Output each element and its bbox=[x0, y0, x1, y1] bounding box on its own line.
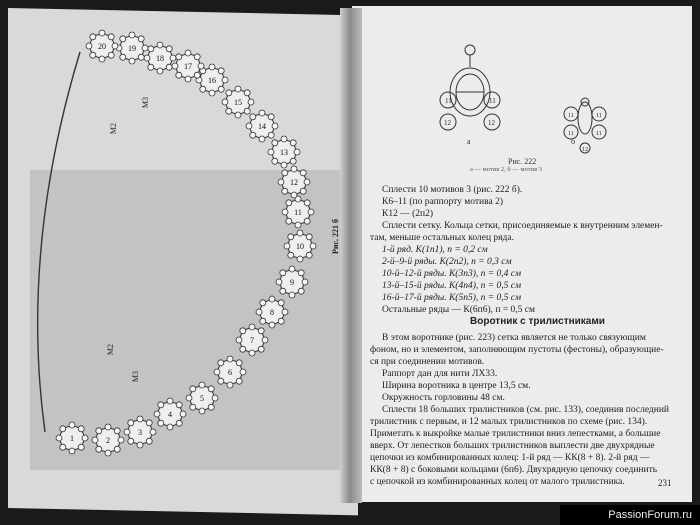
text-line: 13-й–15-й ряды. К(4п4), п = 0,5 см bbox=[382, 281, 522, 291]
chain-number: 17 bbox=[184, 62, 192, 71]
chain-number: 4 bbox=[168, 410, 172, 419]
chain-number: 7 bbox=[250, 336, 254, 345]
chain-number: 19 bbox=[128, 44, 136, 53]
figure-222-caption: Рис. 222 bbox=[508, 157, 537, 166]
text-line: Остальные ряды — К(6п6), п = 0,5 см bbox=[382, 305, 536, 315]
ring-number: 11 bbox=[568, 113, 574, 119]
paragraph-line: Раппорт дан для нити ЛХ33. bbox=[382, 369, 498, 379]
ring-number: 12 bbox=[488, 119, 495, 127]
chain-number: 11 bbox=[294, 208, 302, 217]
region-label: М3 bbox=[141, 96, 151, 109]
paragraph-line: с цепочкой из комбинированных колец от малого трилистника. bbox=[370, 477, 625, 487]
text-line: 1-й ряд. К(1п1), п = 0,2 см bbox=[382, 245, 488, 255]
chain-number: 18 bbox=[156, 54, 164, 63]
text-line: Сплести 10 мотивов 3 (рис. 222 б). bbox=[382, 185, 523, 195]
paragraph-line: В этом воротнике (рис. 223) сетка является не только связующим bbox=[382, 333, 646, 343]
figure-222-subcaption: а — мотив 2, б — мотив 3 bbox=[470, 166, 543, 173]
region-label: М2 bbox=[106, 343, 116, 356]
ring-number: 11 bbox=[596, 131, 602, 137]
watermark: PassionForum.ru bbox=[560, 505, 700, 525]
figure-222-label-b: б bbox=[571, 137, 576, 146]
region-label: М2 bbox=[109, 122, 119, 135]
ring-number: 11 bbox=[445, 97, 452, 105]
chain-number: 1 bbox=[70, 434, 74, 443]
ring-number: 11 bbox=[596, 113, 602, 119]
paragraph-line: цепочки из комбинированных колец: 1-й ряд — КК(8 + 8). 2-й ряд — bbox=[370, 453, 650, 463]
paragraph-line: вверх. От лепестков больших трилистников выплести две двухрядные bbox=[370, 441, 655, 451]
chain-number: 9 bbox=[290, 278, 294, 287]
chain-number: 13 bbox=[280, 148, 288, 157]
text-line: 2-й–9-й ряды. К(2п2), п = 0,3 см bbox=[382, 257, 512, 267]
paragraph-line: трилистник с первым, и 12 малых трилистников по схеме (рис. 134). bbox=[370, 417, 648, 427]
motif-a bbox=[440, 45, 500, 130]
region-label: М3 bbox=[131, 370, 141, 383]
ring-number: 12 bbox=[582, 147, 588, 153]
chain-number: 8 bbox=[270, 308, 274, 317]
text-line: 16-й–17-й ряды. К(5п5), п = 0,5 см bbox=[382, 293, 522, 303]
chain-number: 16 bbox=[208, 76, 216, 85]
ring-number: 11 bbox=[568, 131, 574, 137]
chain-number: 5 bbox=[200, 394, 204, 403]
chain-number: 6 bbox=[228, 368, 232, 377]
chain-number: 15 bbox=[234, 98, 242, 107]
paragraph-line: Ширина воротника в центре 13,5 см. bbox=[382, 381, 531, 391]
ring-number: 12 bbox=[444, 119, 451, 127]
text-line: 10-й–12-й ряды. К(3п3), п = 0,4 см bbox=[382, 269, 522, 279]
chain-number: 3 bbox=[138, 428, 142, 437]
chain-number: 14 bbox=[258, 122, 266, 131]
paragraph-line: ся при соединении мотивов. bbox=[370, 357, 485, 367]
text-line: Сплести сетку. Кольца сетки, присоединяемые к внутренним элемен- bbox=[382, 221, 663, 231]
paragraph-line: Окружность горловины 48 см. bbox=[382, 393, 505, 403]
chain-number: 12 bbox=[290, 178, 298, 187]
chain-number: 2 bbox=[106, 436, 110, 445]
text-line: К6–11 (по раппорту мотива 2) bbox=[382, 197, 504, 207]
text-line: К12 — (2п2) bbox=[382, 209, 433, 219]
chain-number: 20 bbox=[98, 42, 106, 51]
figure-222-label-a: а bbox=[467, 137, 471, 146]
page-number: 231 bbox=[658, 478, 672, 488]
chain-number: 10 bbox=[296, 242, 304, 251]
paragraph-line: фоном, но и элементом, заполняющим пустоты (фестоны), образующие- bbox=[370, 345, 664, 355]
paragraph-line: КК(8 + 8) с боковыми кольцами (6п6). Двухрядную цепочку соединить bbox=[370, 465, 658, 475]
section-title: Воротник с трилистниками bbox=[470, 316, 605, 327]
text-line: там, меньше остальных колец ряда. bbox=[370, 233, 514, 243]
ring-number: 11 bbox=[489, 97, 496, 105]
figure-221-label: Рис. 221 б bbox=[331, 218, 341, 255]
paragraph-line: Сплести 18 больших трилистников (см. рис. 133), соединив последний bbox=[382, 405, 670, 415]
paragraph-line: Приметать к выкройке малые трилистники вниз лепестками, а большие bbox=[370, 429, 661, 439]
